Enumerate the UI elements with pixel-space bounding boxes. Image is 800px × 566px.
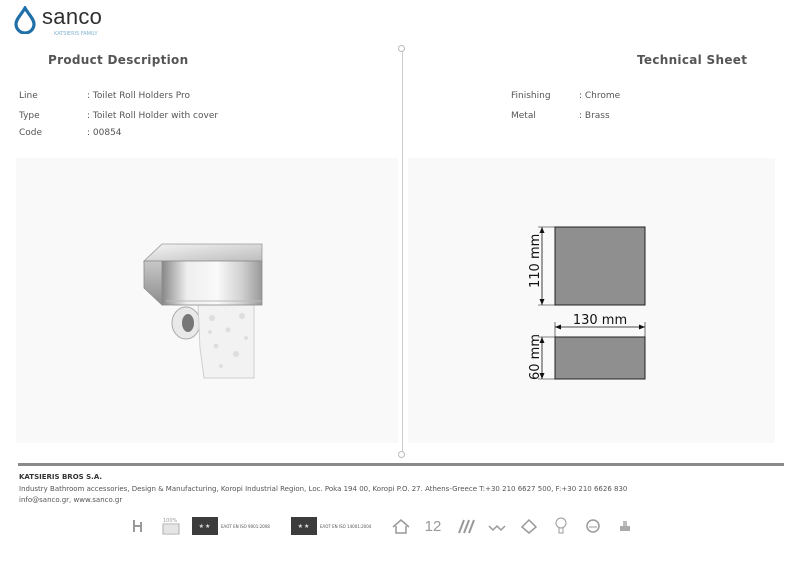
spec-metal-value: : Brass xyxy=(579,111,610,121)
brand-name: sanco xyxy=(42,4,103,29)
water-drop-icon xyxy=(12,6,38,34)
dimension-drawing xyxy=(408,158,775,443)
footer-rule xyxy=(18,463,784,466)
width-dimension-label: 130 mm xyxy=(572,313,628,328)
top-view-box xyxy=(555,337,645,379)
hotel-icon xyxy=(128,515,150,537)
stripes-icon xyxy=(454,515,476,537)
warranty-years-value: 12 xyxy=(424,517,442,535)
front-view-box xyxy=(555,227,645,305)
brand-logo xyxy=(12,4,102,38)
depth-dimension-label: 60 mm xyxy=(528,333,543,380)
product-image xyxy=(16,158,398,443)
eu-flag-icon: ★★ xyxy=(291,517,317,535)
spec-finishing-value: : Chrome xyxy=(579,91,621,101)
vertical-divider xyxy=(402,50,403,455)
iso-14001-badge xyxy=(291,516,380,536)
spec-metal-label: Metal xyxy=(511,111,536,121)
spec-line-label: Line xyxy=(19,91,38,101)
technical-sheet-title: Technical Sheet xyxy=(637,53,748,67)
spec-type-value: : Toilet Roll Holder with cover xyxy=(87,111,219,121)
svg-text:100%: 100% xyxy=(163,518,178,524)
spec-code-label: Code xyxy=(19,128,43,138)
iso-9001-text: EΛOT EN ISO 9001:2008 xyxy=(221,523,270,529)
company-name: KATSIERIS BROS S.A. xyxy=(19,473,103,481)
product-image-panel xyxy=(16,158,398,443)
product-description-title: Product Description xyxy=(48,53,189,67)
warranty-years-icon xyxy=(422,515,444,537)
eu-flag-icon: ★★ xyxy=(192,517,218,535)
company-address: Industry Bathroom accessories, Design & Manufacturing, Koropi Industrial Region, Loc. Poka 194 00, Koropi P.O. 27. Athens-Greece T:+30 210 6627 500, F:+30 210 6626 830 xyxy=(19,485,628,493)
recycle-icon xyxy=(518,515,540,537)
spec-line-value: : Toilet Roll Holders Pro xyxy=(87,91,191,101)
company-contact[interactable]: info@sanco.gr, www.sanco.gr xyxy=(19,496,123,504)
brand-tagline: KATSIERIS FAMILY xyxy=(54,31,98,37)
nano-icon xyxy=(614,515,636,537)
water-wave-icon xyxy=(486,515,508,537)
height-dimension-label: 110 mm xyxy=(528,233,543,288)
iso-14001-text: EΛOT EN ISO 14001:2004 xyxy=(320,523,372,529)
divider-top-dot xyxy=(398,45,405,52)
technical-drawing-panel xyxy=(408,158,775,443)
spec-type-label: Type xyxy=(19,111,40,121)
house-icon xyxy=(390,515,412,537)
shield-icon xyxy=(582,515,604,537)
certification-strip xyxy=(128,515,636,537)
spec-finishing-label: Finishing xyxy=(511,91,551,101)
divider-bottom-dot xyxy=(398,451,405,458)
greek-flag-icon xyxy=(160,515,182,537)
spec-code-value: : 00854 xyxy=(87,128,122,138)
lamp-icon xyxy=(550,515,572,537)
iso-9001-badge xyxy=(192,516,281,536)
